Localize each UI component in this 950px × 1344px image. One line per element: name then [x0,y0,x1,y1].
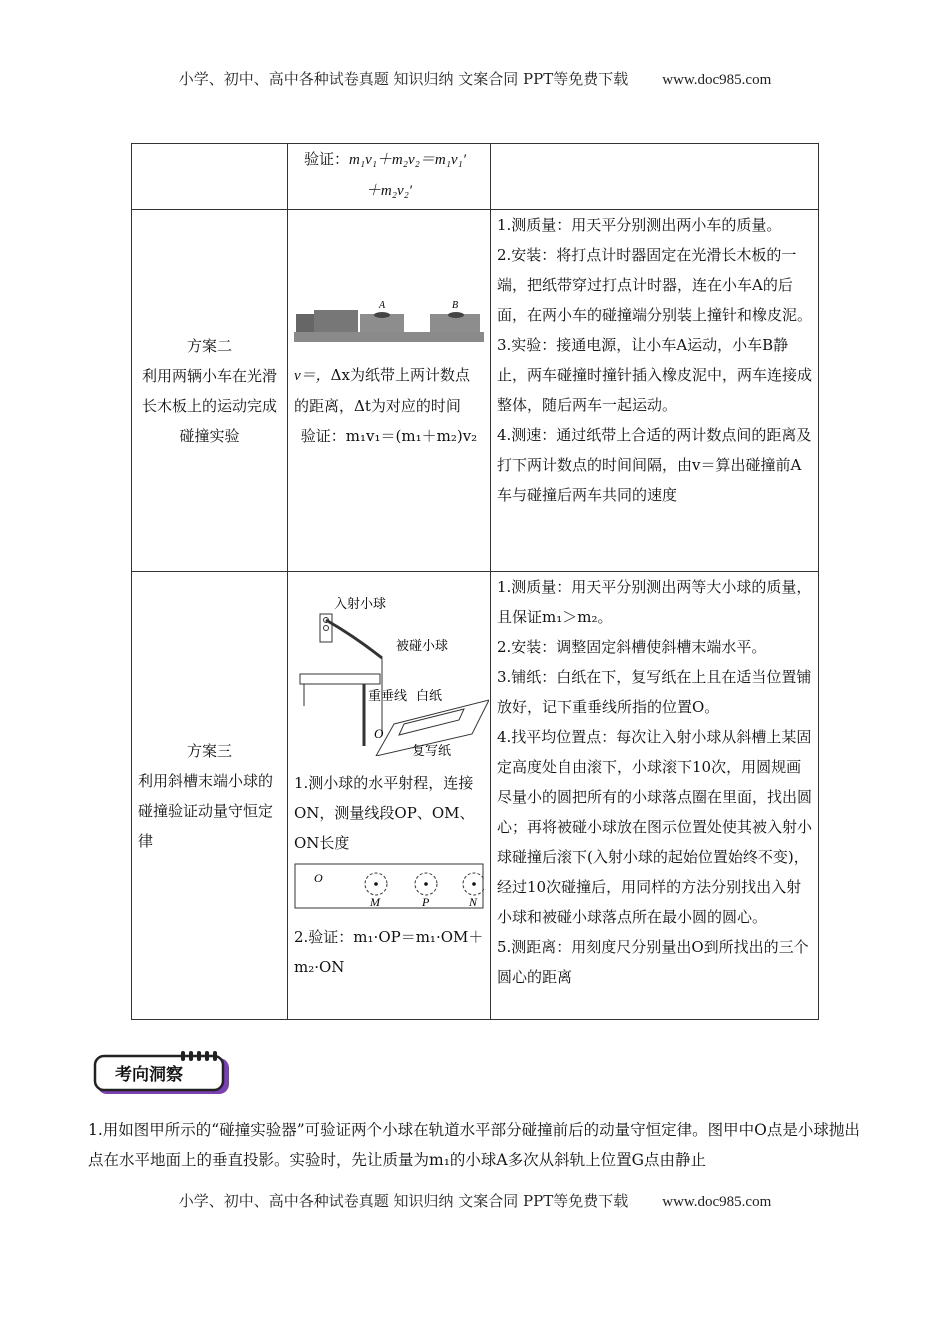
white-paper-label: 白纸 [416,689,443,704]
step: 4.找平均位置点：每次让入射小球从斜槽上某固定高度处自由滚下，小球滚下10次，用圆规画尽量小的圆把所有的小球落点圈在里面，找出圆心；再将被碰小球放在图示位置处使其被入射小球碰撞后滚下(入射小球的起始位置始终不变)，经过10次碰撞后，用同样的方法分别找出入射小球和被碰小球落点所在最小圆的圆心。 [497,728,813,926]
row2-col1 [132,210,288,572]
table-row [132,572,819,1020]
scheme3-verify: 2.验证：m₁·OP＝m₁·OM＋m₂·ON [294,928,484,976]
step: 2.安装：将打点计时器固定在光滑长木板的一端，把纸带穿过打点计时器，连在小车A的后面，在两小车的碰撞端分别装上撞针和橡皮泥。 [497,246,813,324]
point-m: M [370,895,380,909]
formula-v: v＝， [294,368,331,384]
row3-col2 [288,572,491,1020]
table-top [300,674,380,684]
header-url: www.doc985.com [662,72,772,88]
chute-stand [320,614,332,642]
measure-text: 1.测小球的水平射程，连接ON，测量线段OP、OM、ON长度 [294,774,475,852]
step: 3.实验：接通电源，让小车A运动，小车B静止，两车碰撞时撞针插入橡皮泥中，两车连接成整体，随后两车一起运动。 [497,336,813,414]
chute [326,620,382,658]
footer-url: www.doc985.com [662,1194,772,1210]
carts-figure [294,298,484,346]
scheme2-title: 方案二 [186,336,232,355]
scheme3-title: 方案三 [186,741,232,760]
row1-col2 [288,144,491,210]
step: 1.测质量：用天平分别测出两小车的质量。 [497,216,782,234]
cart-a-top [374,312,390,318]
row1-col3 [491,144,819,210]
landing-points-figure [294,862,484,912]
cart-a [314,310,358,332]
dx-desc: Δx为纸带上两计数点的距离，Δt为对应的时间 [294,366,470,415]
header-text: 小学、初中、高中各种试卷真题 知识归纳 文案合同 PPT等免费下载 [178,70,629,88]
scheme2-verify: 验证：m₁v₁＝(m₁＋m₂)v₂ [300,427,478,445]
row3-col3 [491,572,819,1020]
table-row [132,210,819,572]
cart-a-label: A [379,300,386,311]
badge-label: 考向洞察 [115,1065,183,1085]
carbon-paper [399,709,464,735]
section-badge [93,1050,233,1098]
row2-col3 [491,210,819,572]
page-header [0,68,950,89]
step: 4.测速：通过纸带上合适的两计数点间的距离及打下两计数点的时间间隔，由v＝算出碰撞前A车与碰撞后两车共同的速度 [497,426,812,504]
step: 2.安装：调整固定斜槽使斜槽末端水平。 [497,638,767,656]
incident-label: 入射小球 [334,597,387,612]
experiment-table [131,143,819,1020]
question-1: 1.用如图甲所示的“碰撞实验器”可验证两个小球在轨道水平部分碰撞前后的动量守恒定律。图甲中O点是小球抛出点在水平地面上的垂直投影。实验时，先让质量为m₁的小球A多次从斜轨上位置G点由静止 [88,1121,860,1169]
cart-b-label: B [452,300,459,311]
page-footer [0,1190,950,1211]
track [294,332,484,342]
row1-col1 [132,144,288,210]
row2-col2 [288,210,491,572]
point-p: P [422,895,430,909]
origin-label: O [374,726,384,741]
point-o: O [314,871,323,885]
target-label: 被碰小球 [396,639,449,654]
step: 1.测质量：用天平分别测出两等大小球的质量，且保证m₁＞m₂。 [497,578,812,626]
carbon-label: 复写纸 [412,744,452,756]
scheme3-desc: 利用斜槽末端小球的碰撞验证动量守恒定律 [138,771,274,850]
cart-b-top [448,312,464,318]
footer-text: 小学、初中、高中各种试卷真题 知识归纳 文案合同 PPT等免费下载 [178,1192,629,1210]
step: 3.铺纸：白纸在下，复写纸在上且在适当位置铺放好，记下重垂线所指的位置O。 [497,668,812,716]
scheme2-desc: 利用两辆小车在光滑长木板上的运动完成碰撞实验 [141,366,277,445]
plumb-label: 重垂线 [368,689,408,704]
verify-expr-line2: ＋m₂v₂′ [365,183,413,199]
verify-expr-line1: m₁v₁＋m₂v₂＝m₁v₁′ [349,152,467,168]
chute-figure [294,596,489,756]
row3-col1 [132,572,288,1020]
verify-label: 验证： [304,150,350,168]
table-row [132,144,819,210]
point-n: N [469,895,478,909]
step: 5.测距离：用刻度尺分别量出O到所找出的三个圆心的距离 [497,938,809,986]
